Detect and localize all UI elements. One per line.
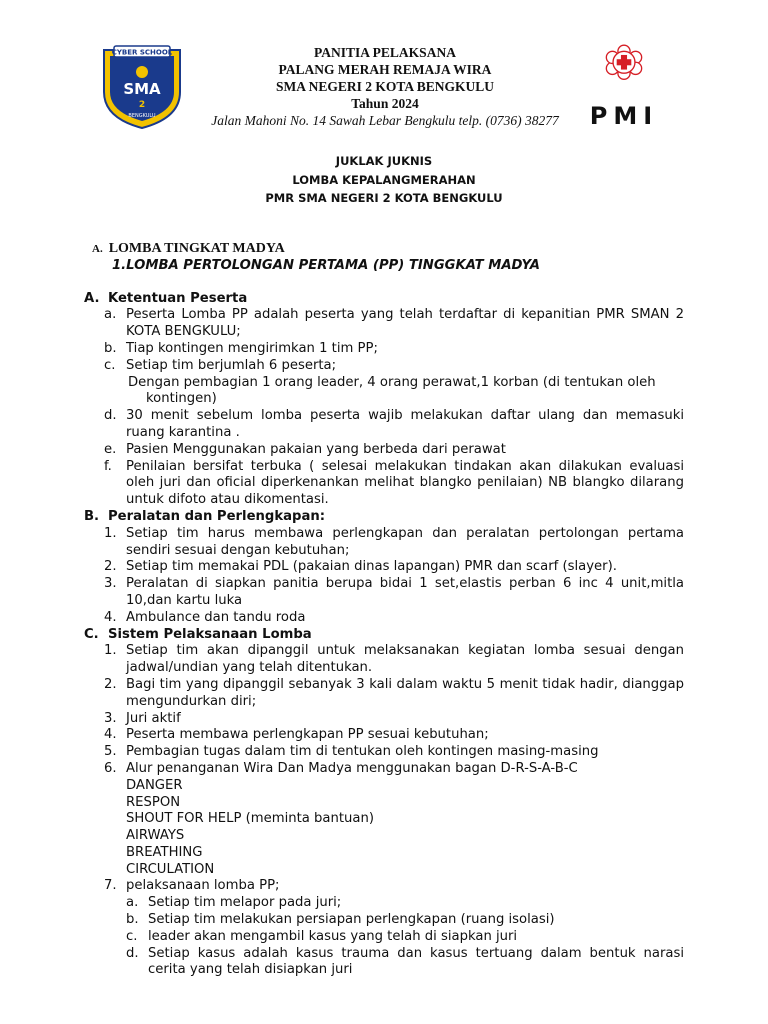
list-item [84,408,684,442]
item-text: Setiap tim akan dipanggil untuk melaksanakan kegiatan lomba sesuai dengan jadwal/undian yang telah ditentukan. [126,643,684,676]
item-text: Bagi tim yang dipanggil sebanyak 3 kali dalam waktu 5 menit tidak hadir, dianggap mengundurkan diri; [126,676,684,709]
drsabc-line: RESPON [126,794,181,810]
item-text: pelaksanaan lomba PP; [126,878,280,894]
shield-letters: SMA [123,80,161,98]
pp-heading: 1.LOMBA PERTOLONGAN PERTAMA (PP) TINGGKAT MADYA [112,257,540,273]
list-item [84,643,684,677]
section-title: Sistem Pelaksanaan Lomba [108,626,312,642]
org-year: Tahun 2024 [351,96,419,111]
item-text: Tiap kontingen mengirimkan 1 tim PP; [126,340,378,356]
section-marker: B. [84,508,100,524]
item-note [84,375,684,409]
shield-city: BENGKULU [128,113,156,119]
note-line: kontingen) [146,391,217,407]
item-marker: a. [104,307,117,323]
sub-item-marker: a. [126,895,139,911]
item-marker: 6. [104,760,117,776]
list-item [84,459,684,509]
item-marker: f. [104,458,112,474]
madya-title: LOMBA TINGKAT MADYA [108,241,285,256]
item-marker: 3. [104,710,117,726]
section-title: Ketentuan Peserta [108,290,248,306]
list-item [84,727,684,744]
sub-item-marker: d. [126,945,139,961]
list-item [84,878,684,895]
sub-list-item [84,946,684,980]
shield-top-text: CYBER SCHOOL [111,48,173,57]
drsabc-line: BREATHING [126,844,203,860]
document-body [84,241,684,979]
drsabc-line: AIRWAYS [126,828,185,844]
list-item [84,610,684,627]
sub-list-item [84,929,684,946]
item-marker: 5. [104,744,117,760]
item-marker: e. [104,441,117,457]
drsabc-line: SHOUT FOR HELP (meminta bantuan) [126,811,374,827]
pmi-flower-logo [588,44,660,100]
item-text: Pasien Menggunakan pakaian yang berbeda dari perawat [126,441,506,457]
list-item [84,559,684,576]
sub-item-text: leader akan mengambil kasus yang telah di siapkan juri [148,928,518,944]
item-marker: 2. [104,676,117,692]
item-marker: c. [104,357,116,373]
list-item [84,576,684,610]
item-marker: 2. [104,559,117,575]
list-item [84,677,684,711]
item-text: Penilaian bersifat terbuka ( selesai melakukan tindakan akan dilakukan evaluasi oleh juri dan oficial diperkenankan melihat blangko penilaian) NB blangko dilarang untuk difoto atau dikomentasi. [126,458,684,508]
school-shield-logo [100,44,184,130]
shield-number: 2 [138,100,146,110]
item-marker: 1. [104,525,117,541]
madya-heading [84,241,684,258]
item-text: Pembagian tugas dalam tim di tentukan oleh kontingen masing-masing [126,744,599,760]
document-titles [0,152,768,208]
item-marker: 7. [104,878,117,894]
item-text: Alur penanganan Wira Dan Madya menggunakan bagan D-R-S-A-B-C [126,760,578,776]
item-marker: 4. [104,727,117,743]
item-text: Peserta membawa perlengkapan PP sesuai kebutuhan; [126,727,489,743]
pmi-label: PMI [589,102,659,130]
item-text: Peralatan di siapkan panitia berupa bidai 1 set,elastis perban 6 inc 4 unit,mitla 10,dan kartu luka [126,576,684,608]
item-text: Ambulance dan tandu roda [126,609,306,625]
item-marker: d. [104,408,117,424]
org-address: Jalan Mahoni No. 14 Sawah Lebar Bengkulu telp. (0736) 38277 [211,113,559,128]
note-line: Dengan pembagian 1 orang leader, 4 orang perawat,1 korban (di tentukan oleh [128,374,656,390]
sub-item-text: Setiap tim melakukan persiapan perlengkapan (ruang isolasi) [148,912,555,928]
item-text: Setiap tim memakai PDL (pakaian dinas lapangan) PMR dan scarf (slayer). [126,559,617,575]
list-item [84,442,684,459]
drsabc-line: CIRCULATION [126,861,215,877]
section-title: Peralatan dan Perlengkapan: [108,508,326,524]
sub-list-item [84,912,684,929]
item-text: 30 menit sebelum lomba peserta wajib melakukan daftar ulang dan memasuki ruang karantina . [126,408,684,440]
title-line-2: LOMBA KEPALANGMERAHAN [292,172,476,187]
sub-item-text: Setiap tim melapor pada juri; [148,895,342,911]
sub-item-marker: b. [126,912,139,928]
list-item [84,711,684,728]
item-marker: b. [104,340,117,356]
section-heading [84,291,684,308]
sub-list-item [84,895,684,912]
list-item [84,358,684,375]
sub-item-marker: c. [126,928,138,944]
org-line-3: SMA NEGERI 2 KOTA BENGKULU [275,79,495,94]
item-text: Setiap tim harus membawa perlengkapan dan peralatan pertolongan pertama sendiri sesuai dengan kebutuhan; [126,525,684,558]
organization-block [195,44,575,129]
section-heading [84,509,684,526]
list-item [84,341,684,358]
item-marker: 3. [104,576,117,592]
letterhead [0,0,768,140]
list-item [84,307,684,341]
title-line-3: PMR SMA NEGERI 2 KOTA BENGKULU [265,191,503,205]
list-item [84,526,684,560]
madya-marker: A. [92,243,103,255]
org-line-1: PANITIA PELAKSANA [314,45,456,60]
section-heading [84,627,684,644]
item-text: Peserta Lomba PP adalah peserta yang telah terdaftar di kepanitian PMR SMAN 2 KOTA BENGKULU; [126,307,684,340]
item-text: Setiap tim berjumlah 6 peserta; [126,357,337,373]
list-item [84,761,684,778]
item-marker: 4. [104,609,117,625]
sub-item-text: Setiap kasus adalah kasus trauma dan kasus tertuang dalam bentuk narasi cerita yang telah disiapkan juri [148,945,684,978]
section-marker: C. [84,626,99,642]
title-line-1: JUKLAK JUKNIS [335,154,433,168]
list-item [84,744,684,761]
drsabc-line: DANGER [126,777,183,793]
item-marker: 1. [104,643,117,659]
item-text: Juri aktif [126,710,181,726]
section-marker: A. [84,290,100,306]
org-line-2: PALANG MERAH REMAJA WIRA [278,62,492,77]
